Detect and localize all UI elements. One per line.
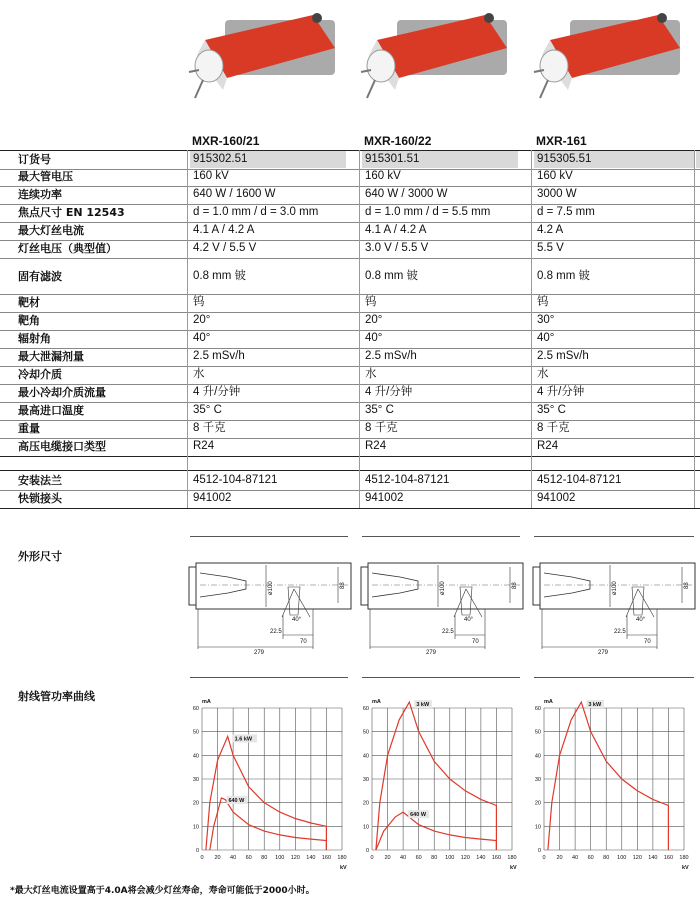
- footnote: *最大灯丝电流设置高于4.0A将会减少灯丝寿命，寿命可能低于2000小时。: [10, 886, 315, 896]
- row-label: 最小冷却介质流量: [18, 386, 106, 399]
- y-axis-label: mA: [544, 699, 553, 705]
- dim-diameter-label: ø100: [268, 581, 274, 595]
- y-tick-label: 40: [534, 753, 541, 760]
- product-name-2: MXR-160/22: [364, 134, 432, 148]
- dim-width-label: 88: [340, 582, 346, 589]
- dim-length-70-label: 70: [472, 639, 479, 645]
- y-tick-label: 20: [534, 800, 541, 807]
- series-label: 640 W: [228, 797, 245, 804]
- row-label: 靶材: [18, 296, 40, 309]
- x-tick-label: 60: [415, 855, 422, 861]
- x-tick-label: 100: [617, 855, 627, 861]
- y-tick-label: 60: [362, 706, 369, 712]
- spec-value: 40°: [365, 332, 383, 344]
- y-axis-label: mA: [202, 699, 211, 705]
- x-tick-label: 80: [431, 855, 438, 861]
- row-label: 最大灯丝电流: [18, 224, 84, 237]
- power-curve-chart-2: [358, 690, 523, 875]
- dim-length-22-5-label: 22.5: [614, 629, 626, 635]
- y-axis-label: mA: [372, 699, 381, 705]
- series-label: 3 kW: [416, 702, 430, 709]
- spec-value: 2.5 mSv/h: [193, 350, 245, 362]
- spec-value: 水: [537, 368, 549, 380]
- x-tick-label: 20: [556, 855, 563, 861]
- spec-value: 941002: [193, 492, 232, 504]
- spec-value: 钨: [365, 296, 377, 308]
- spec-value: 3000 W: [537, 188, 577, 200]
- section-dimensions: 外形尺寸: [18, 550, 62, 563]
- x-tick-label: 60: [245, 855, 252, 861]
- dimension-drawing-1: [188, 555, 353, 655]
- y-tick-label: 30: [534, 777, 541, 783]
- dim-width-label: 88: [684, 582, 690, 589]
- spec-value: 160 kV: [365, 170, 401, 182]
- y-tick-label: 0: [195, 848, 199, 854]
- power-curve-chart-3: [530, 690, 695, 875]
- row-label: 灯丝电压（典型值）: [18, 242, 117, 255]
- spec-value: 915305.51: [534, 151, 694, 168]
- x-tick-label: 20: [384, 855, 391, 861]
- y-tick-label: 60: [534, 706, 541, 712]
- x-tick-label: 180: [507, 855, 517, 861]
- dim-diameter-label: ø100: [440, 581, 446, 595]
- x-tick-label: 80: [261, 855, 268, 861]
- spec-value: 941002: [365, 492, 404, 504]
- x-tick-label: 100: [445, 855, 455, 861]
- x-tick-label: 20: [214, 855, 221, 861]
- x-axis-label: kV: [340, 865, 347, 871]
- product-image-mxr-160-22: [357, 0, 517, 120]
- row-label: 辐射角: [18, 332, 51, 345]
- spec-value: R24: [537, 440, 559, 452]
- spec-value: R24: [365, 440, 387, 452]
- x-tick-label: 120: [290, 855, 300, 861]
- y-tick-label: 10: [534, 824, 541, 831]
- spec-value: 8 千克: [365, 422, 398, 434]
- series-line: [548, 702, 669, 850]
- dim-angle-label: 40°: [292, 617, 302, 623]
- x-tick-label: 100: [275, 855, 285, 861]
- power-curve-chart-1: [188, 690, 353, 875]
- y-tick-label: 40: [192, 753, 199, 760]
- product-name-1: MXR-160/21: [192, 134, 260, 148]
- dim-length-279-label: 279: [426, 650, 437, 655]
- spec-value: 4 升/分钟: [193, 386, 241, 398]
- row-label: 靶角: [18, 314, 40, 327]
- spec-value: 640 W / 1600 W: [193, 188, 276, 200]
- row-label: 高压电缆接口类型: [18, 440, 106, 453]
- spec-value: 4.1 A / 4.2 A: [365, 224, 427, 236]
- row-label: 快锁接头: [18, 492, 62, 505]
- dim-length-70-label: 70: [300, 639, 307, 645]
- y-tick-label: 10: [192, 824, 199, 831]
- spec-value: 20°: [365, 314, 383, 326]
- dim-angle-label: 40°: [464, 617, 474, 623]
- spec-value: 2.5 mSv/h: [537, 350, 589, 362]
- spec-value: 钨: [193, 296, 205, 308]
- spec-value: 4.1 A / 4.2 A: [193, 224, 255, 236]
- series-line: [206, 736, 327, 850]
- series-line: [376, 812, 497, 850]
- series-line: [376, 702, 497, 850]
- x-tick-label: 0: [200, 855, 204, 861]
- y-tick-label: 20: [362, 800, 369, 807]
- row-label: 连续功率: [18, 188, 62, 201]
- y-tick-label: 60: [192, 706, 199, 712]
- dim-length-22-5-label: 22.5: [442, 629, 454, 635]
- dimension-drawing-3: [532, 555, 697, 655]
- spec-value: 160 kV: [193, 170, 229, 182]
- spec-value: 钨: [537, 296, 549, 308]
- spec-value: 4512-104-87121: [365, 474, 450, 486]
- y-tick-label: 50: [192, 729, 199, 736]
- spec-value: 35° C: [193, 404, 222, 416]
- dim-length-279-label: 279: [254, 650, 265, 655]
- x-tick-label: 140: [476, 855, 486, 861]
- y-tick-label: 30: [192, 777, 199, 783]
- spec-value: 4 升/分钟: [365, 386, 413, 398]
- spec-value: 40°: [193, 332, 211, 344]
- spec-value: 4.2 A: [537, 224, 564, 236]
- spec-value: 5.5 V: [537, 242, 564, 254]
- spec-value: 4512-104-87121: [537, 474, 622, 486]
- spec-value: 40°: [537, 332, 555, 344]
- y-tick-label: 40: [362, 753, 369, 760]
- x-tick-label: 40: [400, 855, 407, 861]
- spec-value: 4 升/分钟: [537, 386, 585, 398]
- row-label: 最大管电压: [18, 170, 73, 183]
- spec-value: 915301.51: [362, 151, 518, 168]
- row-label: 冷却介质: [18, 368, 62, 381]
- spec-value: 8 千克: [537, 422, 570, 434]
- spec-value: d = 1.0 mm / d = 3.0 mm: [193, 206, 319, 218]
- spec-value: 35° C: [365, 404, 394, 416]
- row-label: 安装法兰: [18, 474, 62, 487]
- spec-value: 0.8 mm 铍: [365, 270, 419, 282]
- x-tick-label: 80: [603, 855, 610, 861]
- x-tick-label: 160: [491, 855, 502, 861]
- spec-value: 8 千克: [193, 422, 226, 434]
- dim-length-279-label: 279: [598, 650, 609, 655]
- x-tick-label: 180: [337, 855, 347, 861]
- y-tick-label: 0: [365, 848, 369, 854]
- x-tick-label: 120: [632, 855, 642, 861]
- spec-value: 水: [365, 368, 377, 380]
- dim-length-22-5-label: 22.5: [270, 629, 282, 635]
- spec-value: 水: [193, 368, 205, 380]
- spec-value: 915302.51: [190, 151, 346, 168]
- section-power-curves: 射线管功率曲线: [18, 690, 95, 703]
- spec-value: 0.8 mm 铍: [193, 270, 247, 282]
- row-label: 固有滤波: [18, 270, 62, 283]
- x-tick-label: 0: [370, 855, 374, 861]
- dim-length-70-label: 70: [644, 639, 651, 645]
- row-label: 重量: [18, 422, 40, 435]
- spec-value: 4512-104-87121: [193, 474, 278, 486]
- spec-value: 20°: [193, 314, 211, 326]
- spec-value: R24: [193, 440, 215, 452]
- spec-value: d = 1.0 mm / d = 5.5 mm: [365, 206, 491, 218]
- x-tick-label: 160: [321, 855, 332, 861]
- y-tick-label: 30: [362, 777, 369, 783]
- row-label: 订货号: [18, 153, 51, 166]
- y-tick-label: 0: [537, 848, 541, 854]
- spec-value: 941002: [537, 492, 576, 504]
- spec-value: 160 kV: [537, 170, 573, 182]
- product-image-mxr-160-21: [185, 0, 345, 120]
- x-axis-label: kV: [510, 865, 517, 871]
- spec-value: d = 7.5 mm: [537, 206, 595, 218]
- spec-value: 640 W / 3000 W: [365, 188, 448, 200]
- dim-diameter-label: ø100: [612, 581, 618, 595]
- x-tick-label: 140: [648, 855, 658, 861]
- x-tick-label: 40: [230, 855, 237, 861]
- x-tick-label: 0: [542, 855, 546, 861]
- spec-value: 30°: [537, 314, 555, 326]
- x-tick-label: 120: [460, 855, 470, 861]
- row-label: 最高进口温度: [18, 404, 84, 417]
- x-tick-label: 180: [679, 855, 689, 861]
- spec-value: 0.8 mm 铍: [537, 270, 591, 282]
- x-tick-label: 160: [663, 855, 674, 861]
- x-axis-label: kV: [682, 865, 689, 871]
- product-name-3: MXR-161: [536, 134, 587, 148]
- y-tick-label: 10: [362, 824, 369, 831]
- dimension-drawing-2: [360, 555, 525, 655]
- product-image-mxr-161: [530, 0, 690, 120]
- row-label: 焦点尺寸 EN 12543: [18, 206, 125, 219]
- series-label: 3 kW: [588, 702, 602, 709]
- dim-width-label: 88: [512, 582, 518, 589]
- spec-value: 35° C: [537, 404, 566, 416]
- x-tick-label: 40: [572, 855, 579, 861]
- x-tick-label: 60: [587, 855, 594, 861]
- spec-value: 3.0 V / 5.5 V: [365, 242, 429, 254]
- y-tick-label: 50: [534, 729, 541, 736]
- dim-angle-label: 40°: [636, 617, 646, 623]
- series-label: 640 W: [410, 812, 427, 819]
- row-label: 最大泄漏剂量: [18, 350, 84, 363]
- spec-value: 2.5 mSv/h: [365, 350, 417, 362]
- y-tick-label: 20: [192, 800, 199, 807]
- spec-value: 4.2 V / 5.5 V: [193, 242, 257, 254]
- y-tick-label: 50: [362, 729, 369, 736]
- series-label: 1.6 kW: [234, 736, 253, 743]
- x-tick-label: 140: [306, 855, 316, 861]
